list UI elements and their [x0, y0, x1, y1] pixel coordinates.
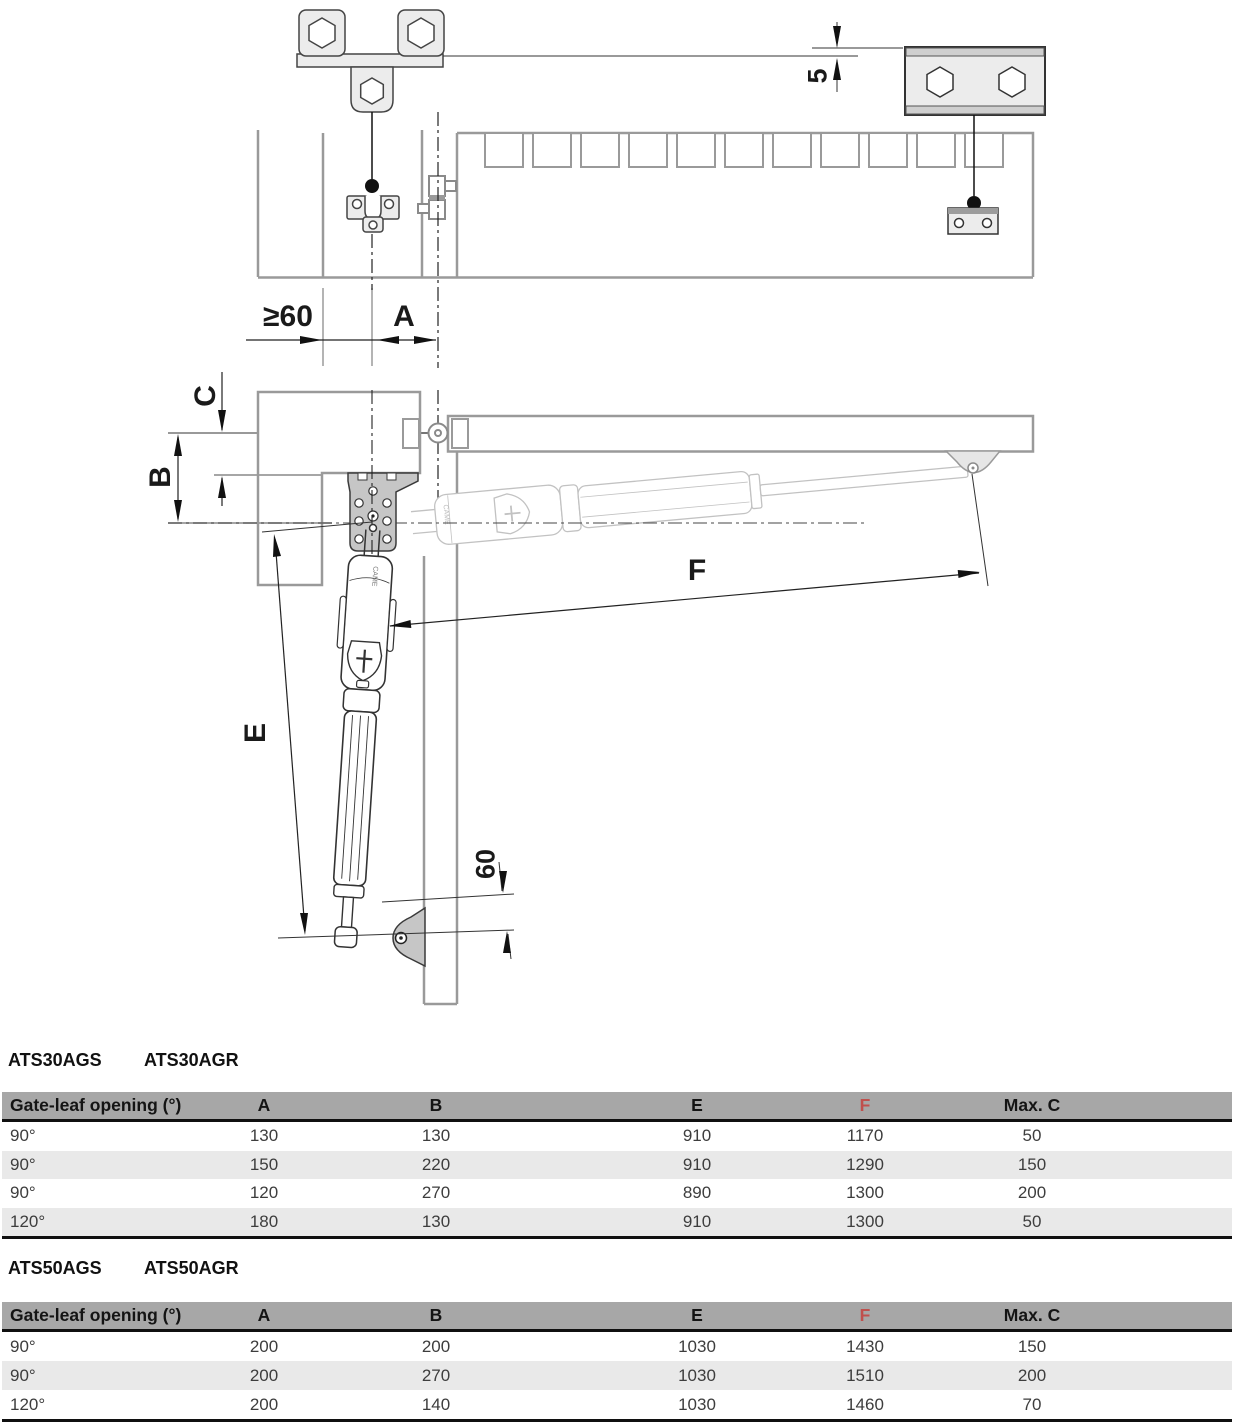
dim-label-c: C	[189, 385, 222, 407]
table-cell: 120°	[10, 1211, 46, 1231]
table-cell: 120°	[10, 1395, 46, 1414]
table-cell: 220	[421, 1154, 451, 1174]
table-cell: 1460	[846, 1395, 884, 1414]
dim-label-5: 5	[802, 68, 833, 84]
table-cell: 1170	[846, 1126, 884, 1145]
column-header: Gate-leaf opening (°)	[10, 1095, 182, 1115]
table-cell: 270	[421, 1366, 451, 1385]
table-cell: 50	[1022, 1126, 1042, 1145]
front-bracket-plan-open	[393, 908, 425, 966]
front-bracket-detail	[905, 47, 1045, 115]
table-cell: 140	[421, 1395, 451, 1414]
dim-label-f: F	[687, 554, 707, 587]
table-cell: 1300	[846, 1211, 884, 1231]
table-row	[2, 1361, 1232, 1390]
dim-5-lines	[443, 22, 903, 92]
table-cell: 130	[421, 1211, 451, 1231]
table-cell: 90°	[10, 1337, 36, 1356]
column-header: Gate-leaf opening (°)	[10, 1305, 182, 1325]
table-cell: 910	[682, 1154, 712, 1174]
table-row	[2, 1332, 1232, 1361]
table-cell: 90°	[10, 1126, 36, 1145]
table-row	[2, 1151, 1232, 1180]
actuator-closed-drawing	[410, 447, 970, 547]
rear-stirrup-bracket	[347, 196, 399, 232]
table-row	[2, 1122, 1232, 1151]
table-row	[2, 1208, 1232, 1237]
hinge-elevation-icon	[418, 176, 456, 219]
table-cell: 1290	[846, 1154, 884, 1174]
table-cell: 70	[1022, 1395, 1042, 1414]
model-title: ATS30AGS	[8, 1050, 102, 1070]
column-header-f: F	[859, 1305, 871, 1325]
column-header: B	[429, 1095, 443, 1115]
model-titles-ats50	[0, 1258, 1230, 1280]
table-cell: 1030	[678, 1395, 716, 1414]
column-header: A	[257, 1095, 271, 1115]
table-cell: 1030	[678, 1366, 716, 1385]
table-cell: 90°	[10, 1366, 36, 1385]
spec-table-ats50	[2, 1302, 1232, 1422]
table-row	[2, 1179, 1232, 1208]
table-cell: 200	[1017, 1366, 1047, 1385]
table-cell: 130	[421, 1126, 451, 1145]
model-title: ATS50AGS	[8, 1258, 102, 1278]
table-cell: 1430	[846, 1337, 884, 1356]
table-cell: 130	[249, 1126, 279, 1145]
table-cell: 90°	[10, 1183, 36, 1202]
table-cell: 200	[249, 1366, 279, 1385]
dim-label-e: E	[239, 722, 272, 744]
table-header-row	[2, 1092, 1232, 1122]
column-header: A	[257, 1305, 271, 1325]
rear-bracket-detail	[297, 10, 444, 112]
table-cell: 90°	[10, 1154, 36, 1174]
table-cell: 150	[1017, 1337, 1047, 1356]
model-title: ATS30AGR	[144, 1050, 239, 1070]
column-header: Max. C	[1003, 1305, 1061, 1325]
table-row	[2, 1390, 1232, 1419]
leader-dot	[365, 179, 379, 193]
table-cell: 910	[682, 1211, 712, 1231]
spec-table-ats30	[2, 1092, 1232, 1239]
table-cell: 200	[249, 1395, 279, 1414]
brand-mark: CAME	[441, 504, 451, 526]
table-cell: 150	[249, 1154, 279, 1174]
table-cell: 50	[1022, 1211, 1042, 1231]
hinge-plan-icon	[403, 419, 468, 448]
model-title: ATS50AGR	[144, 1258, 239, 1278]
table-cell: 1030	[678, 1337, 716, 1356]
table-header-row	[2, 1302, 1232, 1332]
dim-label-a: A	[393, 300, 415, 333]
table-cell: 1510	[846, 1366, 884, 1385]
table-cell: 910	[682, 1126, 712, 1145]
column-header: E	[691, 1305, 703, 1325]
model-titles-ats30	[0, 1050, 1230, 1072]
table-cell: 200	[421, 1337, 451, 1356]
table-cell: 200	[249, 1337, 279, 1356]
table-cell: 270	[421, 1183, 451, 1202]
column-header: E	[691, 1095, 703, 1115]
dim-label-60: 60	[470, 848, 501, 880]
table-cell: 150	[1017, 1154, 1047, 1174]
table-cell: 890	[682, 1183, 712, 1202]
table-cell: 1300	[846, 1183, 884, 1202]
table-cell: 200	[1017, 1183, 1047, 1202]
front-gate-bracket-elevation	[948, 208, 998, 234]
dim-label-min-offset: ≥60	[263, 300, 313, 333]
rear-bracket-plan	[348, 473, 418, 551]
column-header: B	[429, 1305, 443, 1325]
column-header: Max. C	[1003, 1095, 1061, 1115]
column-header-f: F	[859, 1095, 871, 1115]
table-cell: 120	[249, 1183, 279, 1202]
dim-label-b: B	[144, 466, 177, 488]
brand-mark: CAME	[370, 565, 379, 587]
table-cell: 180	[249, 1211, 279, 1231]
actuator-open-drawing	[317, 523, 401, 949]
